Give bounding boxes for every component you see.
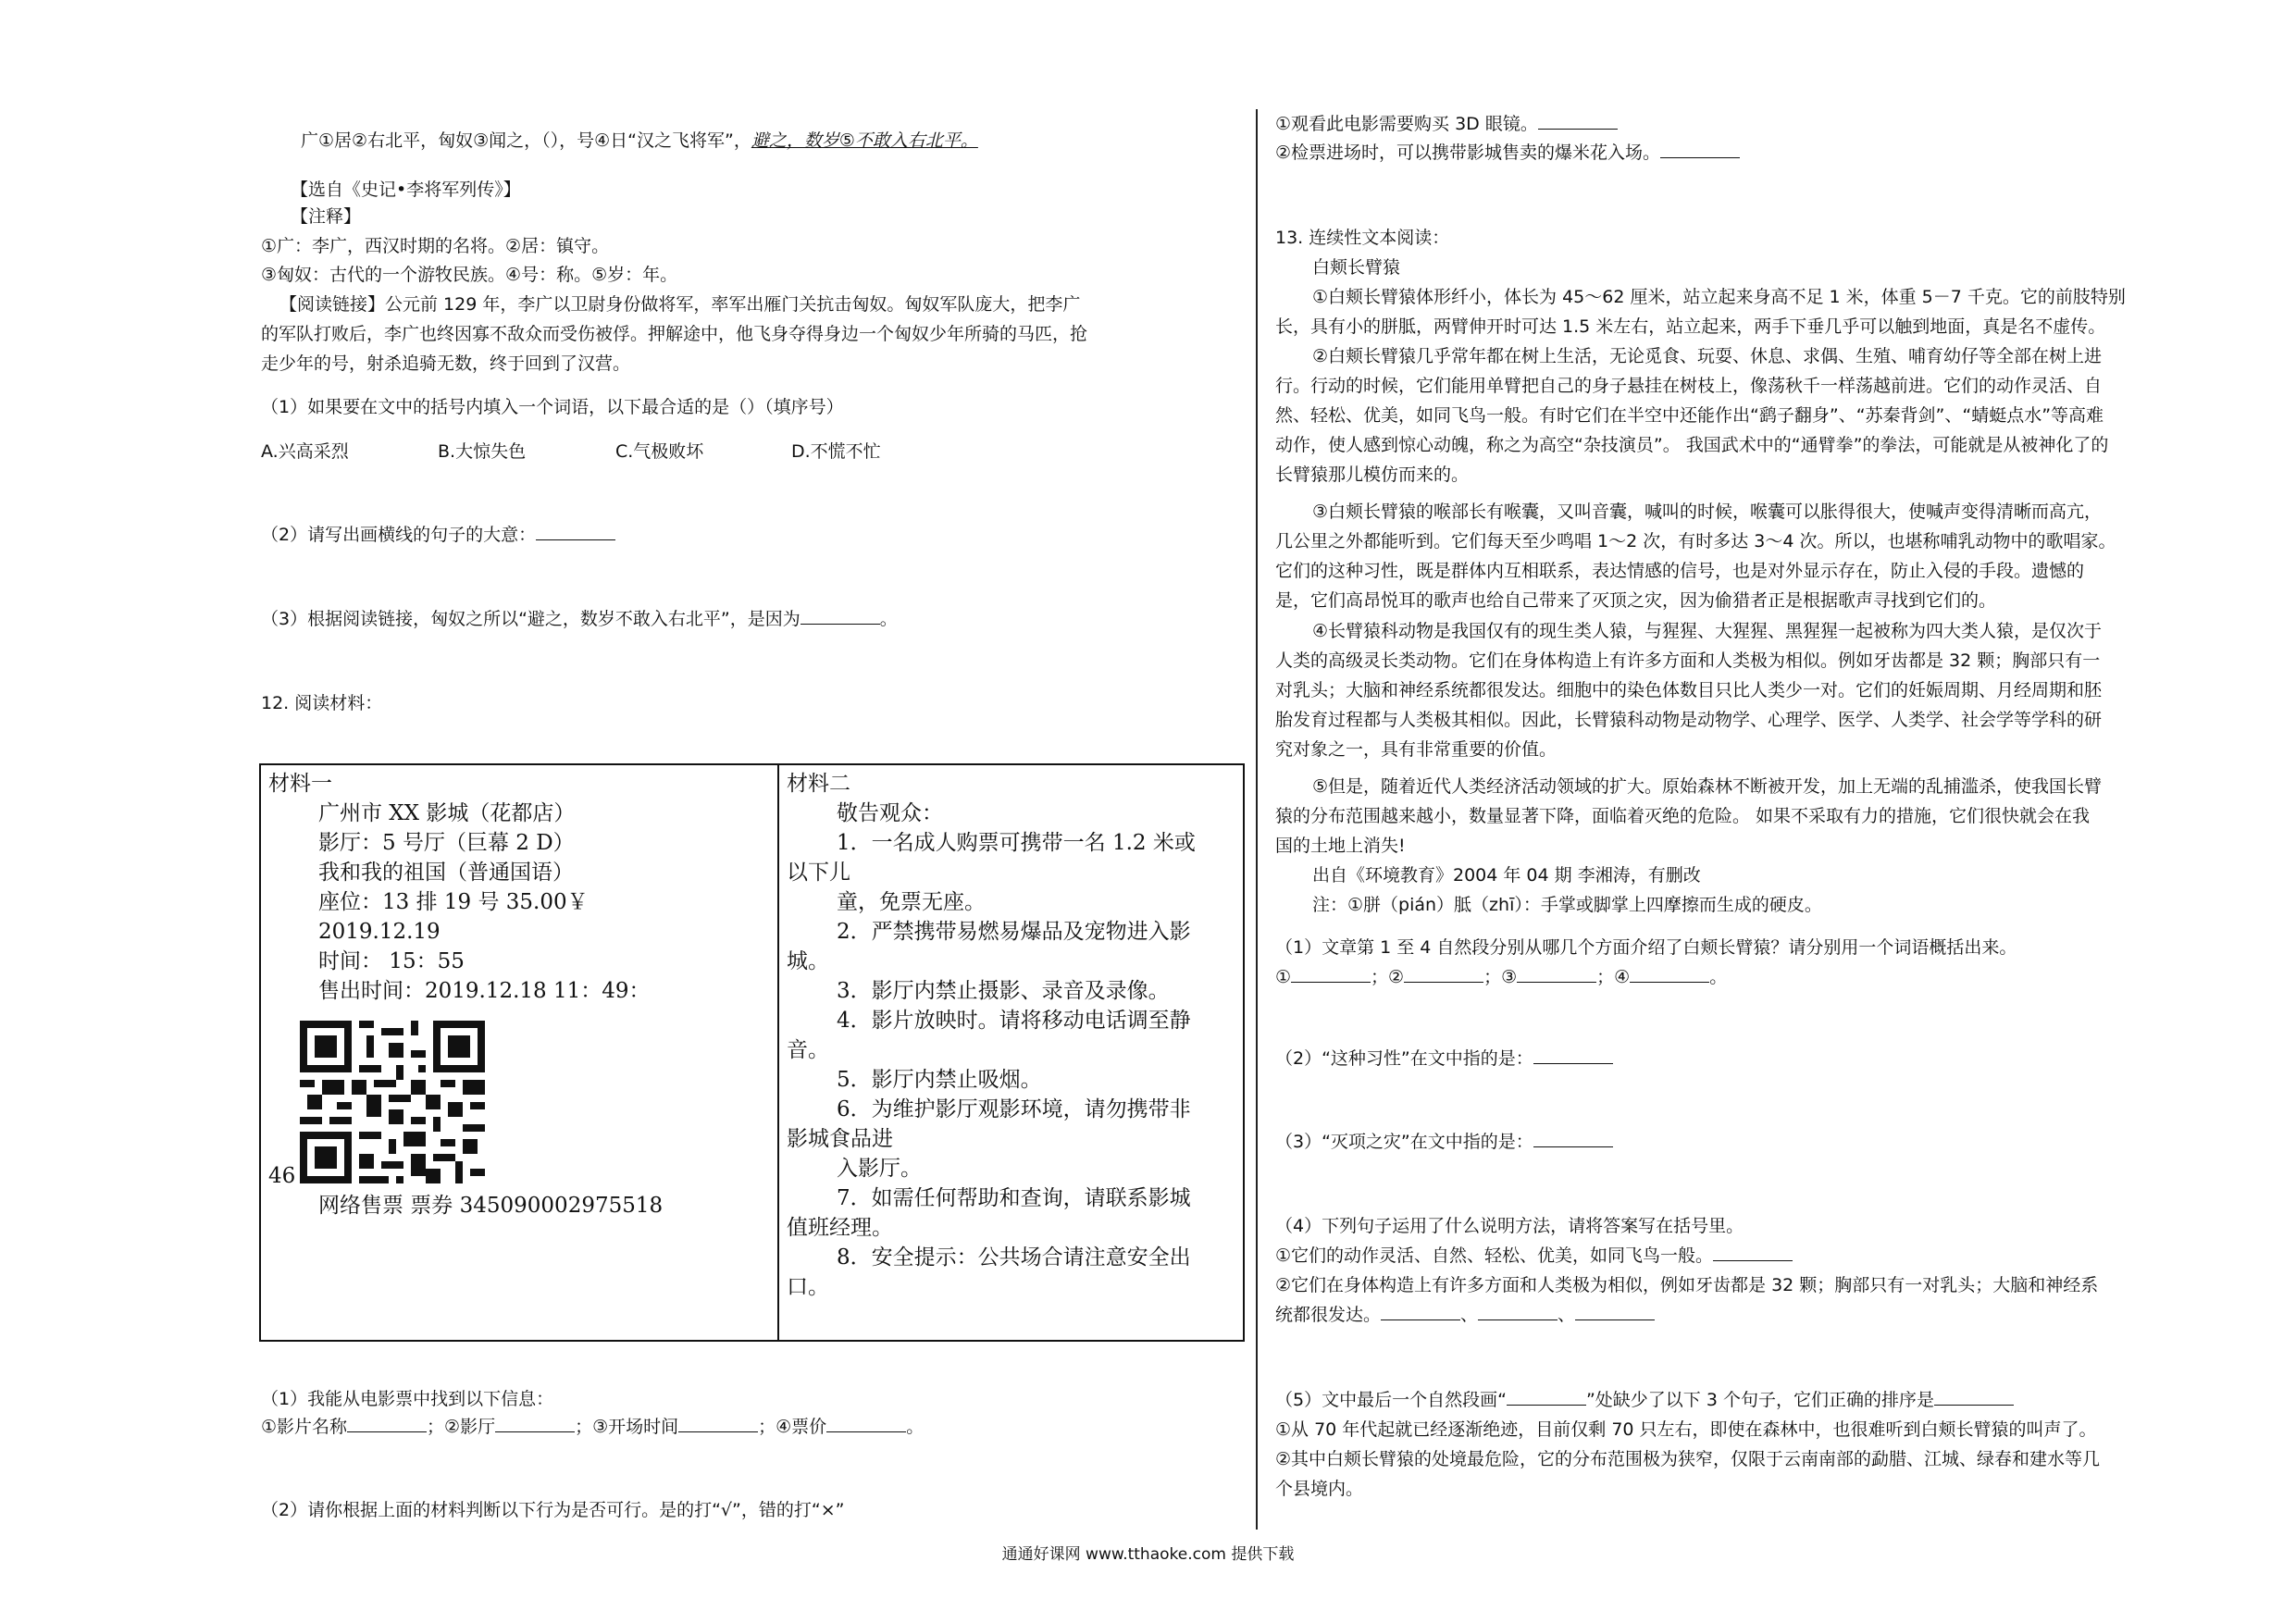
article-line: 几公里之外都能听到。它们每天至少鸣唱 1～2 次，有时多达 3～4 次。所以，也堪称哺乳动物中的歌唱家。: [1275, 531, 2116, 551]
option-b: B.大惊失色: [438, 441, 527, 462]
answer-blank[interactable]: [1478, 1305, 1558, 1320]
answer-blank[interactable]: [1713, 1245, 1793, 1261]
article-line: ①白颊长臂猿体形纤小，体长为 45～62 厘米，站立起来身高不足 1 米，体重 5－7 千克。它的前肢特别: [1312, 287, 2126, 307]
answer-blank[interactable]: [826, 1417, 906, 1432]
article-note: 注：①胼（pián）胝（zhī）：手掌或脚掌上四摩擦而生成的硬皮。: [1312, 895, 1822, 915]
answer-blank[interactable]: [678, 1417, 758, 1432]
answer-blank[interactable]: [1538, 114, 1618, 130]
notice-rule: 童，免票无座。: [837, 890, 986, 914]
material-two-cell: [779, 765, 1243, 1340]
qr-code-icon: [300, 1021, 485, 1183]
passage-source: 【选自《史记•李将军列传》】: [291, 180, 521, 200]
article-line: 对乳头；大脑和神经系统都很发达。细胞中的染色体数目只比人类少一对。它们的妊娠周期、月经周期和胚: [1275, 680, 2103, 700]
question-12-1: （1）我能从电影票中找到以下信息：: [261, 1389, 554, 1409]
ticket-number: 网络售票 票券 345090002975518: [318, 1194, 664, 1218]
article-line: 是，它们高昂悦耳的歌声也给自己带来了灭顶之灾，因为偷猎者正是根据歌声寻找到它们的。: [1275, 590, 1997, 611]
option-d: D.不慌不忙: [791, 441, 881, 462]
column-divider: [1256, 109, 1258, 1530]
article-line: ⑤但是，随着近代人类经济活动领域的扩大。原始森林不断被开发，加上无端的乱捕滥杀，使我国长臂: [1312, 776, 2103, 797]
answer-blank[interactable]: [1507, 1390, 1586, 1406]
question-12-1-blanks: ①影片名称 ；②影厅 ；③开场时间 ；④票价 。: [261, 1417, 925, 1437]
q13-5-sentence-1: ①从 70 年代起就已经逐渐绝迹，目前仅剩 70 只左右，即使在森林中，也很难听到白颊长臂猿的叫声了。: [1275, 1419, 2097, 1440]
question-12-heading: 12. 阅读材料：: [261, 693, 383, 713]
reading-link-line-1: 【阅读链接】公元前 129 年，李广以卫尉身份做将军，率军出雁门关抗击匈奴。匈奴军队庞大，把李广: [279, 294, 1081, 315]
answer-blank[interactable]: [495, 1417, 575, 1432]
ticket-movie: 我和我的祖国（普通国语）: [318, 861, 574, 885]
answer-blank[interactable]: [800, 609, 880, 625]
article-line: 胎发育过程都与人类极其相似。因此，长臂猿科动物是动物学、心理学、医学、人类学、社会学等学科的研: [1275, 710, 2103, 730]
ticket-sold-time: 售出时间：2019.12.18 11：49：: [318, 979, 651, 1003]
note-line-2: ③匈奴：古代的一个游牧民族。④号：称。⑤岁：年。: [261, 265, 678, 285]
article-line: 长臂猿那儿模仿而来的。: [1275, 465, 1470, 485]
notice-rule: 2．严禁携带易燃易爆品及宠物进入影: [837, 920, 1191, 944]
question-12-2: （2）请你根据上面的材料判断以下行为是否可行。是的打“√”，错的打“×”: [261, 1500, 845, 1520]
notice-rule: 4．影片放映时。请将移动电话调至静: [837, 1009, 1191, 1033]
notice-rule: 值班经理。: [787, 1216, 893, 1240]
answer-blank[interactable]: [1660, 142, 1740, 158]
answer-blank[interactable]: [347, 1417, 427, 1432]
question-1: （1）如果要在文中的括号内填入一个词语，以下最合适的是（）（填序号）: [261, 397, 844, 417]
ticket-time: 时间： 15：55: [318, 949, 465, 973]
article-source: 出自《环境教育》2004 年 04 期 李湘涛，有删改: [1312, 865, 1701, 886]
question-13-heading: 13. 连续性文本阅读：: [1275, 228, 1450, 248]
notice-rule: 8．安全提示：公共场合请注意安全出: [837, 1245, 1191, 1270]
question-2: （2）请写出画横线的句子的大意：: [261, 524, 615, 546]
article-line: 人类的高级灵长类动物。它们在身体构造上有许多方面和人类极为相似。例如牙齿都是 32 颗；胸部只有一: [1275, 650, 2101, 671]
q13-4-item-2: ②它们在身体构造上有许多方面和人类极为相似，例如牙齿都是 32 颗；胸部只有一对乳头；大脑和神经系: [1275, 1275, 2099, 1295]
passage-line: 广①居②右北平，匈奴③闻之，（），号④日“汉之飞将军”，避之，数岁⑤不敢入右北平。: [301, 130, 978, 151]
notice-rule: 以下儿: [787, 861, 850, 885]
notice-rule: 3．影厅内禁止摄影、录音及录像。: [837, 979, 1170, 1003]
answer-blank[interactable]: [1533, 1048, 1613, 1064]
option-c: C.气极败坏: [615, 441, 704, 462]
article-line: ④长臂猿科动物是我国仅有的现生类人猿，与猩猩、大猩猩、黑猩猩一起被称为四大类人猿，是仅次于: [1312, 621, 2103, 641]
q13-5-sentence-2: ②其中白颊长臂猿的处境最危险，它的分布范围极为狭窄，仅限于云南南部的勐腊、江城、绿春和建水等几: [1275, 1449, 2101, 1469]
q13-4-item-1: ①它们的动作灵活、自然、轻松、优美，如同飞鸟一般。: [1275, 1245, 1793, 1267]
answer-blank[interactable]: [1533, 1132, 1613, 1147]
notice-rule: 6．为维护影厅观影环境，请勿携带非: [837, 1097, 1191, 1121]
page-footer: 通通好课网 www.tthaoke.com 提供下载: [1001, 1545, 1295, 1564]
answer-blank[interactable]: [1517, 967, 1596, 983]
article-line: 然、轻松、优美，如同飞鸟一般。有时它们在半空中还能作出“鹞子翻身”、“苏秦背剑”、“蜻蜓点水”等高难: [1275, 405, 2104, 426]
reading-link-line-3: 走少年的号，射杀追骑无数，终于回到了汉营。: [261, 353, 631, 374]
answer-blank[interactable]: [1934, 1390, 2014, 1406]
materials-table: [259, 763, 1245, 1342]
article-line: 猿的分布范围越来越小，数量显著下降，面临着灭绝的危险。 如果不采取有力的措施，它们很快就会在我: [1275, 806, 2091, 826]
notice-rule: 音。: [787, 1038, 829, 1062]
q13-5: （5）文中最后一个自然段画“ ”处缺少了以下 3 个句子，它们正确的排序是: [1275, 1389, 2014, 1411]
notice-greeting: 敬告观众：: [837, 801, 943, 825]
notice-rule: 1．一名成人购票可携带一名 1.2 米或: [837, 831, 1196, 855]
notice-rule: 口。: [787, 1275, 829, 1299]
q13-1: （1）文章第 1 至 4 自然段分别从哪几个方面介绍了白颊长臂猿？请分别用一个词语概括出来。: [1275, 937, 2017, 958]
judge-item-1: ①观看此电影需要购买 3D 眼镜。: [1275, 113, 1618, 135]
material-two-title: 材料二: [787, 772, 850, 796]
option-a: A.兴高采烈: [261, 441, 349, 462]
note-line-1: ①广：李广，西汉时期的名将。②居：镇守。: [261, 236, 610, 256]
answer-blank[interactable]: [536, 525, 615, 540]
q13-4-item-2-cont: 统都很发达。 、 、: [1275, 1304, 1655, 1326]
article-line: 行。行动的时候，它们能用单臂把自己的身子悬挂在树枝上，像荡秋千一样荡越前进。它们的动作灵活、自: [1275, 376, 2103, 396]
answer-blank[interactable]: [1575, 1305, 1655, 1320]
q13-5-sentence-2-cont: 个县境内。: [1275, 1479, 1364, 1499]
reading-link-line-2: 的军队打败后，李广也终因寡不敌众而受伤被俘。押解途中，他飞身夺得身边一个匈奴少年所骑的马匹，抢: [261, 324, 1088, 344]
judge-item-2: ②检票进场时，可以携带影城售卖的爆米花入场。: [1275, 142, 1740, 164]
q13-1-blanks: ① ；② ；③ ；④ 。: [1275, 967, 1728, 987]
notice-rule: 入影厅。: [837, 1157, 922, 1181]
article-title: 白颊长臂猿: [1312, 257, 1401, 278]
notice-rule: 5．影厅内禁止吸烟。: [837, 1068, 1042, 1092]
ticket-cinema: 广州市 XX 影城（花都店）: [318, 801, 576, 825]
article-line: ②白颊长臂猿几乎常年都在树上生活，无论觅食、玩耍、休息、求偶、生殖、哺育幼仔等全部在树上进: [1312, 346, 2103, 366]
notes-title: 【注释】: [291, 206, 362, 227]
answer-blank[interactable]: [1404, 967, 1483, 983]
ticket-hall: 影厅：5 号厅（巨幕 2 D）: [318, 831, 575, 855]
answer-blank[interactable]: [1630, 967, 1709, 983]
article-line: 它们的这种习性，既是群体内互相联系，表达情感的信号，也是对外显示存在，防止入侵的手段。遗憾的: [1275, 561, 2085, 581]
ticket-sold-seconds: 46: [268, 1164, 296, 1188]
answer-blank[interactable]: [1381, 1305, 1460, 1320]
q13-3: （3）“灭项之灾”在文中指的是：: [1275, 1131, 1613, 1153]
answer-blank[interactable]: [1291, 967, 1371, 983]
ticket-date: 2019.12.19: [318, 920, 441, 944]
ticket-seat: 座位：13 排 19 号 35.00￥: [318, 890, 589, 914]
article-line: 究对象之一，具有非常重要的价值。: [1275, 739, 1558, 760]
q13-2: （2）“这种习性”在文中指的是：: [1275, 1047, 1613, 1070]
notice-rule: 影城食品进: [787, 1127, 893, 1151]
material-one-cell: [261, 765, 779, 1340]
notice-rule: 7．如需任何帮助和查询，请联系影城: [837, 1186, 1191, 1210]
question-3: （3）根据阅读链接，匈奴之所以“避之，数岁不敢入右北平”，是因为 。: [261, 609, 898, 629]
article-line: ③白颊长臂猿的喉部长有喉囊，又叫音囊，喊叫的时候，喉囊可以胀得很大，使喊声变得清晰而高亢，: [1312, 502, 2103, 522]
q13-4: （4）下列句子运用了什么说明方法，请将答案写在括号里。: [1275, 1216, 1744, 1236]
material-one-title: 材料一: [268, 772, 332, 796]
article-line: 动作，使人感到惊心动魄，称之为高空“杂技演员”。 我国武术中的“通臂拳”的拳法，可能就是从被神化了的: [1275, 435, 2109, 455]
article-line: 国的土地上消失!: [1275, 836, 1406, 856]
article-line: 长，具有小的胼胝，两臂伸开时可达 1.5 米左右，站立起来，两手下垂几乎可以触到地面，真是名不虚传。: [1275, 316, 2106, 337]
notice-rule: 城。: [787, 949, 829, 973]
